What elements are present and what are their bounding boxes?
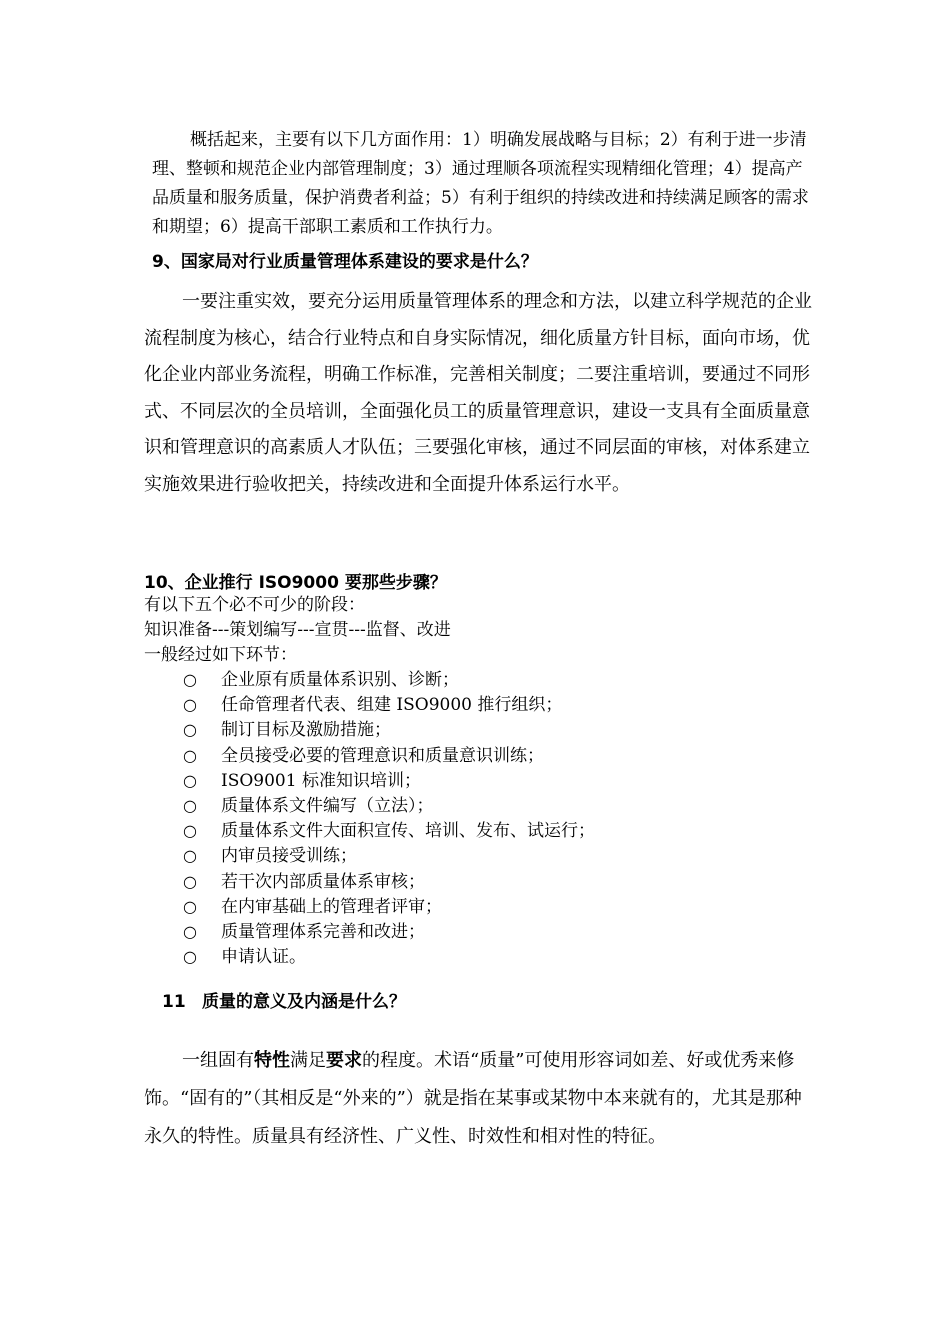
circle-bullet-icon: ○ [183,921,197,941]
list-item-text: 质量体系文件大面积宣传、培训、发布、试运行； [221,821,595,842]
list-item [183,668,595,693]
list-item-text: 若干次内部质量体系审核； [221,871,425,892]
question-11-title: 质量的意义及内涵是什么？ [202,992,406,1012]
answer-text: 一组固有 [182,1050,254,1071]
question-10-heading: 10、企业推行 ISO9000 要那些步骤？ [144,573,447,593]
steps-intro-line: 一般经过如下环节： [144,645,297,665]
list-item [183,769,595,794]
question-9-answer: 一要注重实效，要充分运用质量管理体系的理念和方法，以建立科学规范的企业流程制度为核心，结合行业特点和自身实际情况，细化质量方针目标，面向市场，优化企业内部业务流程，明确工作标准，完善相关制度；二要注重培训，要通过不同形式、不同层次的全员培训，全面强化员工的质量管理意识，建设一支具有全面质量意识和管理意识的高素质人才队伍；三要强化审核，通过不同层面的审核，对体系建立实施效果进行验收把关，持续改进和全面提升体系运行水平。 [144,291,812,495]
list-item [183,895,595,920]
list-item-text: 任命管理者代表、组建 ISO9000 推行组织； [221,695,563,716]
circle-bullet-icon: ○ [183,695,197,715]
answer-bold-term: 特性 [254,1050,290,1071]
answer-text: 的程度。术语“质量”可使用形容词如差、好或优秀来修饰。“固有的”（其相反是“外来的”）就是指在某事或某物中本来就有的，尤其是那种永久的特性。质量具有经济性、广义性、时效性和相对性的特征。 [144,1050,802,1147]
list-item-text: 质量体系文件编写（立法）； [221,795,434,816]
circle-bullet-icon: ○ [183,821,197,841]
stages-intro-line: 有以下五个必不可少的阶段： [144,595,365,615]
question-11-heading [162,987,406,1012]
list-item-text: 质量管理体系完善和改进； [221,921,425,942]
list-item-text: 企业原有质量体系识别、诊断； [221,670,459,690]
list-item-text: 在内审基础上的管理者评审； [221,896,442,917]
list-item-text: 制订目标及激励措施； [221,720,391,741]
circle-bullet-icon: ○ [183,770,197,790]
intro-paragraph: 概括起来，主要有以下几方面作用：1）明确发展战略与目标；2）有利于进一步清理、整顿和规范企业内部管理制度；3）通过理顺各项流程实现精细化管理；4）提高产品质量和服务质量，保护消费者利益；5）有利于组织的持续改进和持续满足顾客的需求和期望；6）提高干部职工素质和工作执行力。 [152,130,809,237]
list-item [183,744,595,769]
answer-bold-term: 要求 [326,1050,362,1071]
list-item [183,819,595,844]
circle-bullet-icon: ○ [183,745,197,765]
circle-bullet-icon: ○ [183,871,197,891]
list-item [183,844,595,869]
question-9-heading: 9、国家局对行业质量管理体系建设的要求是什么？ [152,252,538,272]
list-item-text: ISO9001 标准知识培训； [221,770,421,791]
stages-sequence-line: 知识准备---策划编写---宣贯---监督、改进 [144,620,451,640]
question-11-answer [144,1042,812,1156]
list-item [183,920,595,945]
list-item [183,870,595,895]
steps-list [183,668,595,970]
circle-bullet-icon: ○ [183,670,197,689]
circle-bullet-icon: ○ [183,896,197,916]
list-item [183,718,595,743]
list-item-text: 申请认证。 [221,947,306,968]
circle-bullet-icon: ○ [183,720,197,740]
list-item [183,693,595,718]
list-item [183,794,595,819]
list-item-text: 全员接受必要的管理意识和质量意识训练； [221,745,544,766]
circle-bullet-icon: ○ [183,846,197,866]
circle-bullet-icon: ○ [183,947,197,967]
circle-bullet-icon: ○ [183,795,197,815]
list-item [183,945,595,970]
question-11-number: 11 [162,992,186,1012]
list-item-text: 内审员接受训练； [221,846,357,867]
answer-text: 满足 [290,1050,326,1071]
